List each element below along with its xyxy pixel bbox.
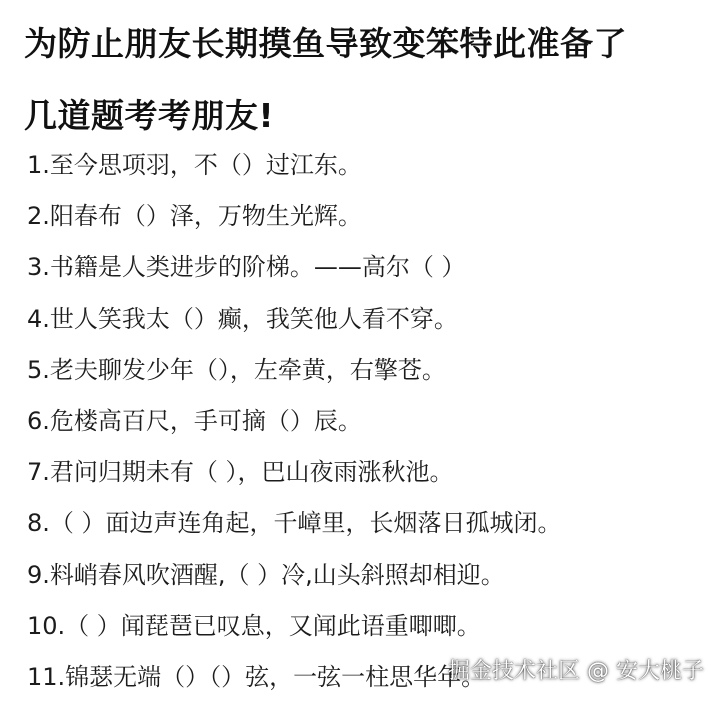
question-item: 1.至今思项羽，不（）过江东。 [27,151,362,179]
question-item: 10.（ ）闻琵琶已叹息，又闻此语重唧唧。 [27,611,481,640]
question-item: 8.（ ）面边声连角起，千嶂里，长烟落日孤城闭。 [27,509,562,538]
article-title [24,8,714,152]
question-item: 6.危楼高百尺，手可摘（）辰。 [27,406,362,435]
title-line-1: 为防止朋友长期摸鱼导致变笨特此准备了 [24,24,627,63]
question-item: 4.世人笑我太（）癫，我笑他人看不穿。 [27,304,458,333]
question-list [27,140,717,703]
question-item: 11.锦瑟无端（）（）弦，一弦一柱思华年。 [27,662,486,691]
question-item: 9.料峭春风吹酒醒,（ ）冷,山头斜照却相迎。 [27,560,505,589]
watermark-text: 掘金技术社区 @ 安大桃子 [448,659,704,684]
title-line-2: 几道题考考朋友! [24,96,275,135]
question-item: 7.君问归期未有（ ），巴山夜雨涨秋池。 [27,458,454,487]
question-item: 3.书籍是人类进步的阶梯。——高尔（ ） [27,253,466,282]
question-item: 5.老夫聊发少年（），左牵黄，右擎苍。 [27,355,446,384]
question-item: 2.阳春布（）泽，万物生光辉。 [27,202,362,231]
